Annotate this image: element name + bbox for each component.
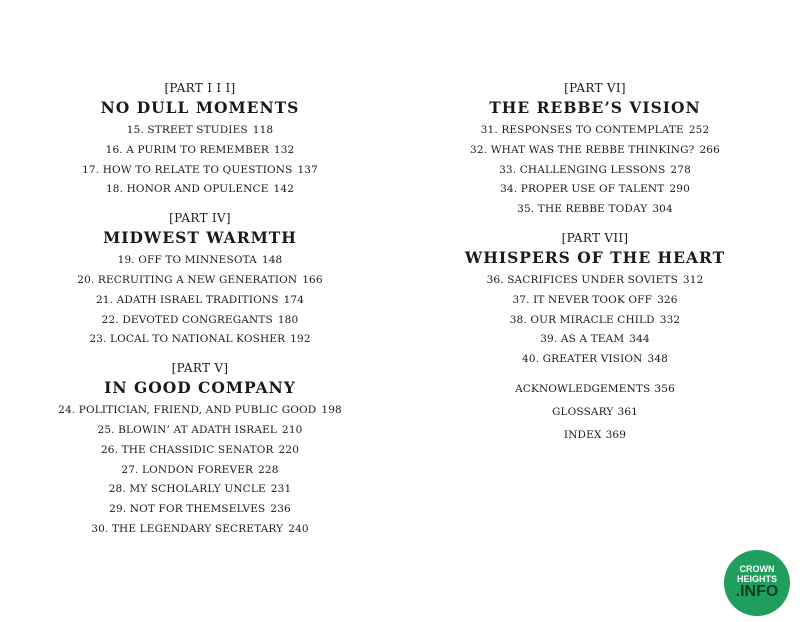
- crownheights-info-logo: [724, 550, 790, 616]
- chapter-title: OUR MIRACLE CHILD: [530, 313, 655, 326]
- toc-entry: [30, 401, 370, 421]
- chapter-number: 26.: [100, 443, 119, 456]
- toc-entry: [30, 271, 370, 291]
- chapter-number: 18.: [105, 183, 124, 196]
- chapter-title: POLITICIAN, FRIEND, AND PUBLIC GOOD: [78, 404, 317, 417]
- logo-line-info: .INFO: [735, 583, 779, 600]
- part-block: [425, 228, 765, 370]
- toc-entry: [425, 141, 765, 161]
- chapter-title: LONDON FOREVER: [142, 463, 254, 476]
- chapter-number: 38.: [509, 313, 527, 326]
- page-number: 220: [278, 443, 300, 456]
- backmatter-entry: [425, 424, 765, 447]
- part-block: [30, 358, 370, 540]
- page-number: 210: [282, 423, 303, 436]
- chapter-title: WHAT WAS THE REBBE THINKING?: [490, 143, 695, 156]
- chapter-title: THE LEGENDARY SECRETARY: [111, 522, 284, 535]
- chapter-number: 28.: [108, 483, 126, 496]
- chapter-title: THE REBBE TODAY: [537, 203, 648, 216]
- chapter-title: THE CHASSIDIC SENATOR: [121, 443, 274, 456]
- chapter-title: HOW TO RELATE TO QUESTIONS: [102, 163, 293, 176]
- chapter-title: DEVOTED CONGREGANTS: [122, 313, 273, 326]
- chapter-number: 39.: [540, 333, 558, 346]
- chapter-number: 20.: [77, 273, 95, 286]
- part-label: [PART I I I]: [164, 81, 236, 95]
- page-number: 228: [258, 463, 279, 476]
- chapter-number: 29.: [109, 503, 127, 516]
- chapter-number: 23.: [89, 333, 107, 346]
- page-number: 118: [252, 124, 274, 136]
- page-number: 348: [647, 353, 668, 366]
- chapter-number: 35.: [517, 203, 535, 216]
- backmatter-title: GLOSSARY: [552, 405, 614, 418]
- part-label: [PART IV]: [169, 211, 231, 226]
- chapter-title: BLOWIN’ AT ADATH ISRAEL: [118, 423, 278, 436]
- backmatter-entry: [425, 378, 765, 401]
- page-number: 278: [670, 163, 691, 176]
- chapter-number: 30.: [91, 522, 109, 535]
- toc-entry: [30, 441, 370, 461]
- page-number: 132: [273, 143, 295, 156]
- logo-line-crown: CROWN: [739, 564, 775, 574]
- chapter-title: IT NEVER TOOK OFF: [533, 293, 653, 306]
- page-number: 180: [277, 313, 299, 326]
- chapter-number: 32.: [470, 143, 488, 156]
- chapter-number: 17.: [82, 163, 100, 176]
- toc-entry: [30, 141, 370, 161]
- toc-entry: [425, 330, 765, 350]
- page-number: 192: [290, 333, 311, 346]
- chapter-number: 25.: [97, 423, 115, 436]
- page-number: 326: [657, 293, 678, 306]
- toc-entry: [425, 200, 765, 220]
- page-number: 148: [261, 254, 283, 267]
- page-number: 231: [270, 483, 292, 496]
- toc-entry: [425, 161, 765, 181]
- part-title: NO DULL MOMENTS: [100, 98, 300, 117]
- backmatter-title: INDEX: [563, 428, 602, 441]
- toc-entry: [30, 291, 370, 311]
- backmatter-title: ACKNOWLEDGEMENTS: [515, 382, 651, 395]
- part-title: WHISPERS OF THE HEART: [464, 247, 726, 267]
- part-label: [PART VI]: [564, 81, 626, 95]
- chapter-number: 16.: [105, 143, 123, 156]
- toc-entry: [30, 461, 370, 481]
- toc-entry: [30, 311, 370, 331]
- toc-entry: [30, 480, 370, 500]
- chapter-title: OFF TO MINNESOTA: [138, 254, 257, 267]
- chapter-number: 34.: [500, 183, 518, 196]
- chapter-number: 37.: [512, 293, 530, 306]
- part-title: IN GOOD COMPANY: [104, 378, 296, 398]
- page-number: 240: [288, 522, 309, 535]
- page-number: 369: [605, 428, 627, 441]
- chapter-title: RESPONSES TO CONTEMPLATE: [501, 124, 684, 136]
- toc-entry: [30, 520, 370, 540]
- chapter-number: 33.: [499, 163, 517, 176]
- part-label: [PART V]: [171, 361, 229, 376]
- page-number: 198: [321, 404, 342, 417]
- page-number: 304: [652, 203, 673, 216]
- page-number: 252: [688, 124, 710, 136]
- chapter-number: 31.: [480, 124, 498, 136]
- toc-entry: [30, 180, 370, 200]
- toc-left-column: [30, 78, 370, 548]
- part-title: THE REBBE’S VISION: [489, 98, 701, 117]
- chapter-title: NOT FOR THEMSELVES: [129, 503, 266, 516]
- toc-entry: [30, 121, 370, 141]
- chapter-title: GREATER VISION: [542, 353, 643, 366]
- toc-entry: [30, 251, 370, 271]
- page-number: 142: [273, 183, 295, 196]
- chapter-title: SACRIFICES UNDER SOVIETS: [507, 273, 678, 286]
- backmatter-list: [425, 378, 765, 447]
- page-number: 174: [283, 293, 305, 306]
- page-number: 356: [654, 382, 675, 395]
- toc-entry: [30, 330, 370, 350]
- chapter-title: PROPER USE OF TALENT: [520, 183, 665, 196]
- chapter-number: 19.: [117, 254, 135, 267]
- page-number: 137: [297, 163, 318, 176]
- page-number: 332: [659, 313, 681, 326]
- page-number: 344: [629, 333, 650, 346]
- chapter-title: A PURIM TO REMEMBER: [126, 143, 269, 156]
- toc-entry: [30, 500, 370, 520]
- page-number: 166: [302, 273, 323, 286]
- part-block: [30, 78, 370, 200]
- page-number: 312: [682, 273, 704, 286]
- chapter-title: RECRUITING A NEW GENERATION: [97, 273, 298, 286]
- part-block: [30, 208, 370, 350]
- chapter-number: 21.: [95, 293, 114, 306]
- page-number: 266: [699, 143, 720, 156]
- part-block: [425, 78, 765, 220]
- toc-right-column: [425, 78, 765, 447]
- chapter-number: 22.: [101, 313, 119, 326]
- page-number: 361: [617, 405, 638, 418]
- chapter-title: CHALLENGING LESSONS: [519, 163, 666, 176]
- toc-entry: [425, 291, 765, 311]
- chapter-title: STREET STUDIES: [147, 124, 248, 136]
- toc-entry: [425, 311, 765, 331]
- chapter-title: ADATH ISRAEL TRADITIONS: [116, 293, 279, 306]
- chapter-title: AS A TEAM: [560, 333, 625, 346]
- toc-entry: [30, 161, 370, 181]
- logo-line-heights: HEIGHTS: [736, 574, 777, 584]
- toc-entry: [425, 271, 765, 291]
- backmatter-entry: [425, 401, 765, 424]
- page-number: 236: [270, 503, 291, 516]
- chapter-number: 40.: [521, 353, 540, 366]
- toc-entry: [425, 121, 765, 141]
- right-parts: [425, 78, 765, 370]
- chapter-title: HONOR AND OPULENCE: [126, 183, 269, 196]
- chapter-title: MY SCHOLARLY UNCLE: [129, 483, 266, 496]
- chapter-number: 36.: [486, 273, 504, 286]
- toc-entry: [30, 421, 370, 441]
- part-label: [PART VII]: [561, 230, 629, 245]
- chapter-number: 27.: [121, 463, 139, 476]
- part-title: MIDWEST WARMTH: [103, 228, 297, 248]
- toc-entry: [425, 350, 765, 370]
- page-number: 290: [669, 183, 690, 196]
- chapter-title: LOCAL TO NATIONAL KOSHER: [109, 333, 286, 346]
- toc-entry: [425, 180, 765, 200]
- chapter-number: 15.: [126, 124, 144, 136]
- chapter-number: 24.: [58, 404, 76, 417]
